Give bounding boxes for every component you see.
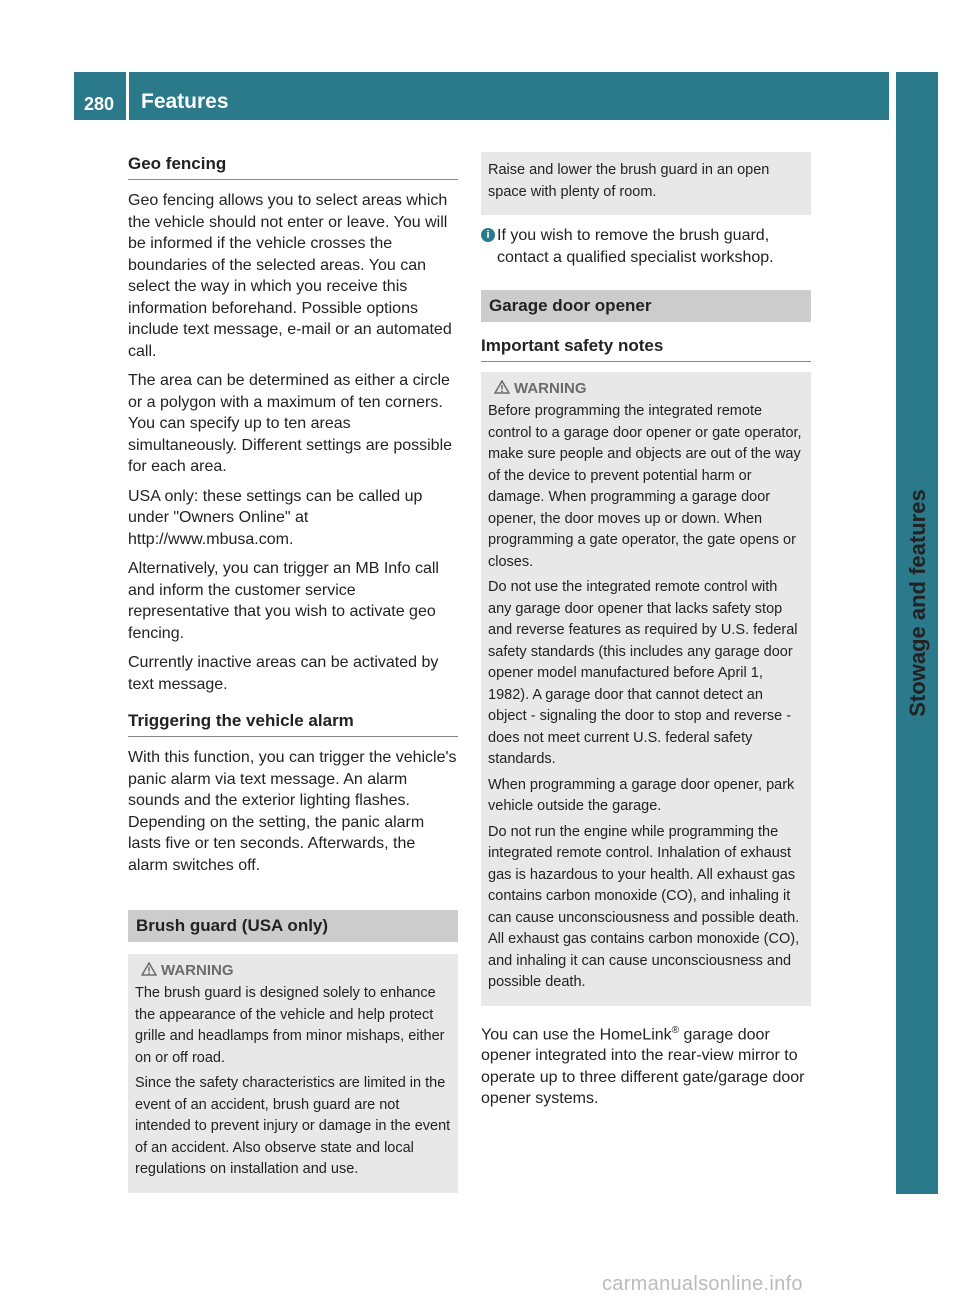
warning-paragraph: Before programming the integrated remote control to a garage door opener or gate operator, make sure people and objects are out of the way of the device to prevent potential harm or damage. When programming a garage door opener, the door moves up or down. When programming a gate operator, the gate opens or closes. [488, 403, 802, 570]
vehicle-alarm-heading: Triggering the vehicle alarm [128, 709, 458, 737]
section-header [129, 72, 889, 120]
info-note [481, 225, 811, 268]
warning-paragraph: Do not use the integrated remote control with any garage door opener that lacks safety stop and reverse features as required by U.S. federal safety standards (this includes any garage door opener model manufactured before April 1, 1982). A garage door that cannot detect an object - signaling the door to stop and reverse - does not meet current U.S. federal safety standards. [488, 579, 798, 767]
garage-warning-box [481, 372, 811, 1006]
alarm-paragraph: With this function, you can trigger the vehicle's panic alarm via text message. An alarm sounds and the exterior lighting flashes. Depending on the setting, the panic alarm lasts five or ten seconds. Afterwards, the alarm switches off. [128, 749, 457, 874]
page-number: 280 [84, 94, 115, 114]
homelink-text-end: garage door opener integrated into the rear-view mirror to operate up to three different gate/garage door opener systems. [481, 1025, 805, 1108]
right-column [481, 152, 811, 1118]
geo-fencing-heading: Geo fencing [128, 152, 458, 180]
warning-triangle-icon [494, 380, 510, 394]
brush-guard-warning-continued [481, 152, 811, 215]
page-number-block [74, 72, 126, 120]
sidebar-tab-label-wrap [896, 150, 938, 1130]
warning-header [494, 380, 804, 397]
safety-notes-heading: Important safety notes [481, 334, 811, 362]
registered-mark: ® [671, 1024, 680, 1036]
homelink-text-start: You can use the HomeLink [481, 1025, 672, 1043]
warning-paragraph: Raise and lower the brush guard in an open space with plenty of room. [488, 162, 770, 200]
warning-paragraph: When programming a garage door opener, park vehicle outside the garage. [488, 776, 795, 814]
warning-label: WARNING [161, 962, 234, 979]
warning-label: WARNING [514, 380, 587, 397]
garage-door-heading: Garage door opener [481, 290, 811, 322]
info-text: If you wish to remove the brush guard, contact a qualified specialist workshop. [497, 227, 774, 266]
sidebar-tab-label: Stowage and features [905, 489, 930, 717]
geo-paragraph: Alternatively, you can trigger an MB Info call and inform the customer service representative that you wish to activate geo fencing. [128, 560, 439, 642]
warning-paragraph: Do not run the engine while programming the integrated remote control. Inhalation of exhaust gas is hazardous to your health. All exhaust gas contains carbon monoxide (CO), and inhaling it can cause unconsciousness and possible death. All exhaust gas contains carbon monoxide (CO), and inhaling it can cause unconsciousness and possible death. [488, 823, 800, 990]
brush-guard-warning-box [128, 954, 458, 1193]
warning-paragraph: Since the safety characteristics are limited in the event of an accident, brush guard are not intended to prevent injury or damage in the event of an accident. Also observe state and local regulations on installation and use. [135, 1075, 451, 1177]
left-column [128, 152, 458, 1193]
watermark: carmanualsonline.info [602, 1273, 803, 1295]
warning-paragraph: The brush guard is designed solely to enhance the appearance of the vehicle and help protect grille and headlamps from minor mishaps, either on or off road. [135, 985, 445, 1066]
geo-paragraph: USA only: these settings can be called up under "Owners Online" at http://www.mbusa.com. [128, 487, 423, 548]
warning-triangle-icon [141, 962, 157, 976]
geo-paragraph: Currently inactive areas can be activated by text message. [128, 654, 439, 693]
geo-paragraph: Geo fencing allows you to select areas which the vehicle should not enter or leave. You will be informed if the vehicle crosses the boundaries of the selected areas. You can select the way in which you receive this information beforehand. Possible options include text message, e-mail or an automated call. [128, 192, 452, 360]
info-icon: i [481, 228, 495, 242]
section-title: Features [141, 90, 229, 113]
brush-guard-heading: Brush guard (USA only) [128, 910, 458, 942]
warning-header [141, 962, 451, 979]
geo-paragraph: The area can be determined as either a circle or a polygon with a maximum of ten corners. You can specify up to ten areas simultaneously. Different settings are possible for each area. [128, 372, 453, 475]
homelink-paragraph [481, 1020, 811, 1110]
